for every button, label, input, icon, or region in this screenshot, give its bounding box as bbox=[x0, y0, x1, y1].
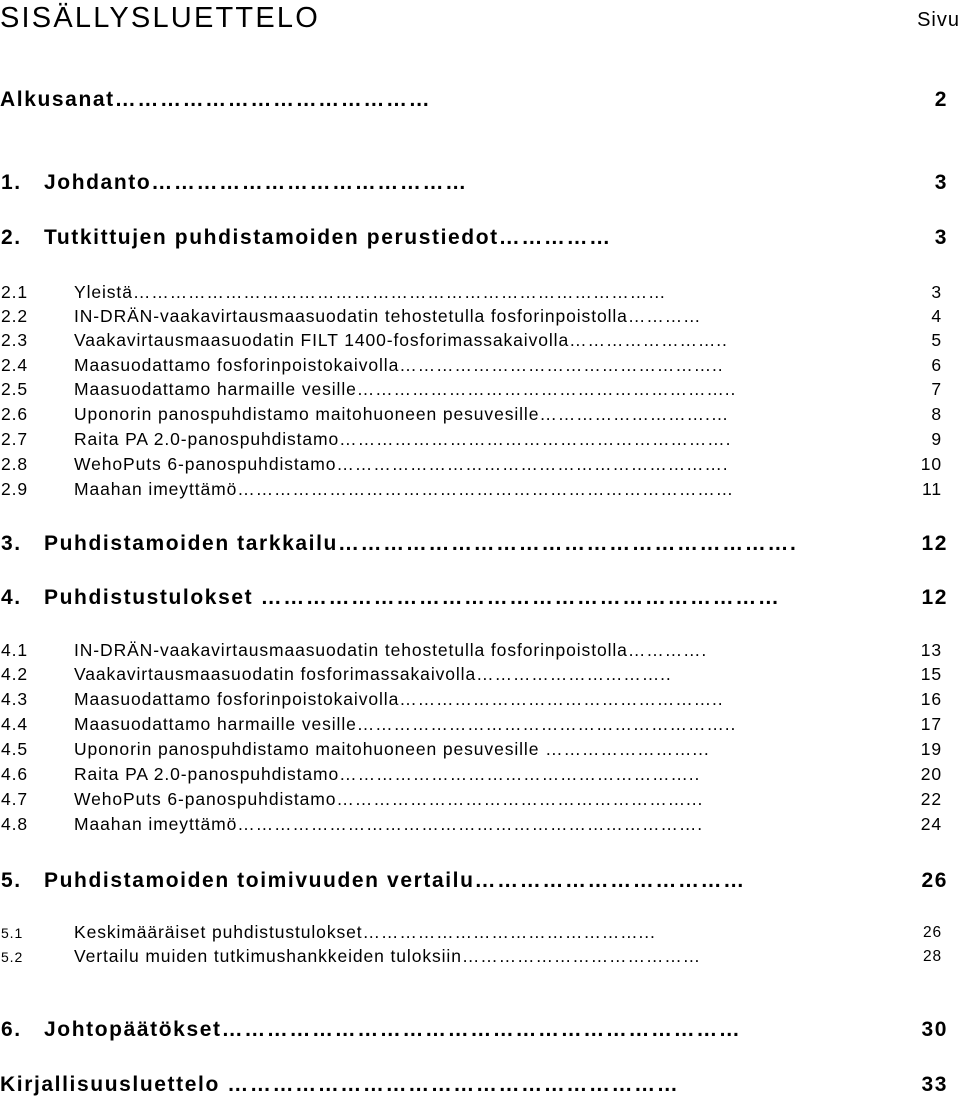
toc-entry[interactable] bbox=[0, 330, 960, 356]
toc-entry-number: 3. bbox=[1, 532, 22, 555]
toc-entry-page: 26 bbox=[922, 924, 942, 941]
toc-entry-title: Maasuodattamo harmaille vesille…………………………………………………….. bbox=[74, 714, 737, 734]
toc-entry-page: 3 bbox=[931, 282, 942, 302]
toc-entry-page: 30 bbox=[921, 1018, 948, 1041]
toc-entry-page: 16 bbox=[920, 689, 942, 709]
toc-entry-page: 9 bbox=[931, 429, 942, 449]
toc-entry[interactable] bbox=[0, 355, 960, 381]
toc-entry[interactable] bbox=[0, 454, 960, 480]
toc-entry-page: 6 bbox=[931, 355, 942, 375]
toc-entry-page: 11 bbox=[922, 479, 942, 499]
toc-entry-page: 12 bbox=[921, 586, 948, 609]
toc-entry[interactable] bbox=[0, 586, 960, 612]
toc-entry-number: 5.1 bbox=[1, 925, 24, 941]
toc-entry-number: 4.4 bbox=[1, 714, 29, 734]
toc-entry[interactable] bbox=[0, 739, 960, 765]
toc-entry-number: 4.7 bbox=[1, 789, 29, 809]
toc-entry-title: Puhdistamoiden tarkkailu……………………………………………………. bbox=[44, 532, 798, 555]
toc-entry-title: Keskimääräiset puhdistustulokset………………………………………... bbox=[74, 922, 656, 942]
page-column-label: Sivu bbox=[917, 9, 960, 31]
toc-entry-page: 19 bbox=[920, 739, 942, 759]
toc-entry[interactable] bbox=[0, 1073, 960, 1099]
toc-entry[interactable] bbox=[0, 946, 960, 972]
toc-entry[interactable] bbox=[0, 814, 960, 840]
toc-entry-page: 4 bbox=[931, 306, 942, 326]
toc-entry-title: IN-DRÄN-vaakavirtausmaasuodatin tehostetulla fosforinpoistolla………… bbox=[74, 306, 702, 326]
toc-entry-page: 5 bbox=[931, 330, 942, 350]
toc-entry-page: 24 bbox=[920, 814, 942, 834]
toc-entry-title: Puhdistamoiden toimivuuden vertailu……………………………… bbox=[44, 869, 746, 892]
toc-entry-page: 17 bbox=[920, 714, 942, 734]
toc-entry-number: 2.5 bbox=[1, 379, 29, 399]
page-title: SISÄLLYSLUETTELO bbox=[0, 2, 320, 34]
toc-entry-number: 4.2 bbox=[1, 664, 29, 684]
toc-entry[interactable] bbox=[0, 1018, 960, 1044]
toc-entry[interactable] bbox=[0, 714, 960, 740]
toc-entry[interactable] bbox=[0, 789, 960, 815]
toc-entry-page: 22 bbox=[920, 789, 942, 809]
toc-entry[interactable] bbox=[0, 689, 960, 715]
toc-entry-page: 12 bbox=[921, 532, 948, 555]
toc-entry-title: Raita PA 2.0-panospuhdistamo………………………………………………….. bbox=[74, 764, 701, 784]
toc-entry[interactable] bbox=[0, 922, 960, 948]
toc-entry[interactable] bbox=[0, 429, 960, 455]
toc-entry-page: 3 bbox=[934, 171, 948, 194]
toc-entry-number: 2.1 bbox=[1, 282, 29, 302]
toc-entry-number: 2. bbox=[1, 226, 22, 249]
toc-entry-title: Johdanto…………………………………… bbox=[44, 171, 468, 194]
toc-entry-title: Raita PA 2.0-panospuhdistamo………………………………………………………. bbox=[74, 429, 732, 449]
toc-entry-number: 2.7 bbox=[1, 429, 29, 449]
toc-entry-page: 3 bbox=[934, 226, 948, 249]
toc-entry-title: Tutkittujen puhdistamoiden perustiedot…………… bbox=[44, 226, 612, 249]
toc-entry-title: Alkusanat…………………………………… bbox=[0, 88, 432, 111]
toc-entry-number: 2.6 bbox=[1, 404, 29, 424]
toc-entry-title: Uponorin panospuhdistamo maitohuoneen pesuvesille ……………………... bbox=[74, 739, 710, 759]
toc-entry-title: IN-DRÄN-vaakavirtausmaasuodatin tehostetulla fosforinpoistolla…………. bbox=[74, 640, 708, 660]
toc-entry-title: Kirjallisuusluettelo …………………………………………………… bbox=[0, 1073, 680, 1096]
toc-entry[interactable] bbox=[0, 640, 960, 666]
toc-entry-title: Vaakavirtausmaasuodatin FILT 1400-fosforimassakaivolla…………………….. bbox=[74, 330, 728, 350]
toc-entry-page: 26 bbox=[921, 869, 948, 892]
toc-entry[interactable] bbox=[0, 869, 960, 895]
toc-entry-title: Maasuodattamo fosforinpoistokaivolla…………………………………………….. bbox=[74, 355, 724, 375]
toc-entry-number: 5. bbox=[1, 869, 22, 892]
toc-entry-number: 2.8 bbox=[1, 454, 29, 474]
toc-entry-title: Maasuodattamo harmaille vesille…………………………………………………….. bbox=[74, 379, 737, 399]
toc-entry-number: 4.8 bbox=[1, 814, 29, 834]
toc-entry[interactable] bbox=[0, 282, 960, 308]
toc-entry-title: WehoPuts 6-panospuhdistamo…………………………………………………... bbox=[74, 789, 704, 809]
toc-entry[interactable] bbox=[0, 764, 960, 790]
toc-entry-number: 1. bbox=[1, 171, 22, 194]
toc-entry[interactable] bbox=[0, 404, 960, 430]
toc-entry-title: Maasuodattamo fosforinpoistokaivolla…………………………………………….. bbox=[74, 689, 724, 709]
toc-entry-title: WehoPuts 6-panospuhdistamo………………………………………………………. bbox=[74, 454, 729, 474]
toc-entry[interactable] bbox=[0, 226, 960, 252]
toc-entry-page: 2 bbox=[934, 88, 948, 111]
toc-entry-number: 4.5 bbox=[1, 739, 29, 759]
toc-entry-number: 5.2 bbox=[1, 949, 24, 965]
toc-entry-title: Puhdistustulokset …………………………………………………………… bbox=[44, 586, 781, 609]
toc-entry[interactable] bbox=[0, 88, 960, 114]
toc-entry-title: Vaakavirtausmaasuodatin fosforimassakaivolla………………………….. bbox=[74, 664, 672, 684]
toc-entry-number: 4.3 bbox=[1, 689, 29, 709]
toc-entry[interactable] bbox=[0, 664, 960, 690]
toc-entry-page: 13 bbox=[920, 640, 942, 660]
toc-entry-number: 4.1 bbox=[1, 640, 29, 660]
toc-entry-number: 2.3 bbox=[1, 330, 29, 350]
toc-entry-page: 15 bbox=[920, 664, 942, 684]
toc-entry-title: Johtopäätökset…………………………………………………………… bbox=[44, 1018, 742, 1041]
toc-entry-page: 33 bbox=[921, 1073, 948, 1096]
toc-entry[interactable] bbox=[0, 532, 960, 558]
toc-entry-page: 20 bbox=[920, 764, 942, 784]
toc-entry-page: 7 bbox=[931, 379, 942, 399]
toc-entry-title: Uponorin panospuhdistamo maitohuoneen pesuvesille……………………….… bbox=[74, 404, 730, 424]
toc-entry-number: 2.2 bbox=[1, 306, 29, 326]
toc-entry-number: 2.9 bbox=[1, 479, 29, 499]
toc-entry-page: 28 bbox=[922, 948, 942, 965]
toc-entry-title: Vertailu muiden tutkimushankkeiden tuloksiin………………………………… bbox=[74, 946, 702, 966]
toc-entry-number: 6. bbox=[1, 1018, 22, 1041]
toc-entry[interactable] bbox=[0, 171, 960, 197]
toc-entry-title: Yleistä…………………………………………………………………………… bbox=[74, 282, 667, 302]
toc-entry-page: 10 bbox=[920, 454, 942, 474]
toc-entry[interactable] bbox=[0, 379, 960, 405]
toc-entry-title: Maahan imeyttämö……………………………………………………………………… bbox=[74, 479, 735, 499]
toc-entry-title: Maahan imeyttämö…………………………………………………………………. bbox=[74, 814, 703, 834]
toc-entry-number: 4. bbox=[1, 586, 22, 609]
toc-entry-page: 8 bbox=[931, 404, 942, 424]
toc-entry-number: 4.6 bbox=[1, 764, 29, 784]
toc-entry[interactable] bbox=[0, 306, 960, 332]
toc-entry[interactable] bbox=[0, 479, 960, 505]
toc-entry-number: 2.4 bbox=[1, 355, 29, 375]
